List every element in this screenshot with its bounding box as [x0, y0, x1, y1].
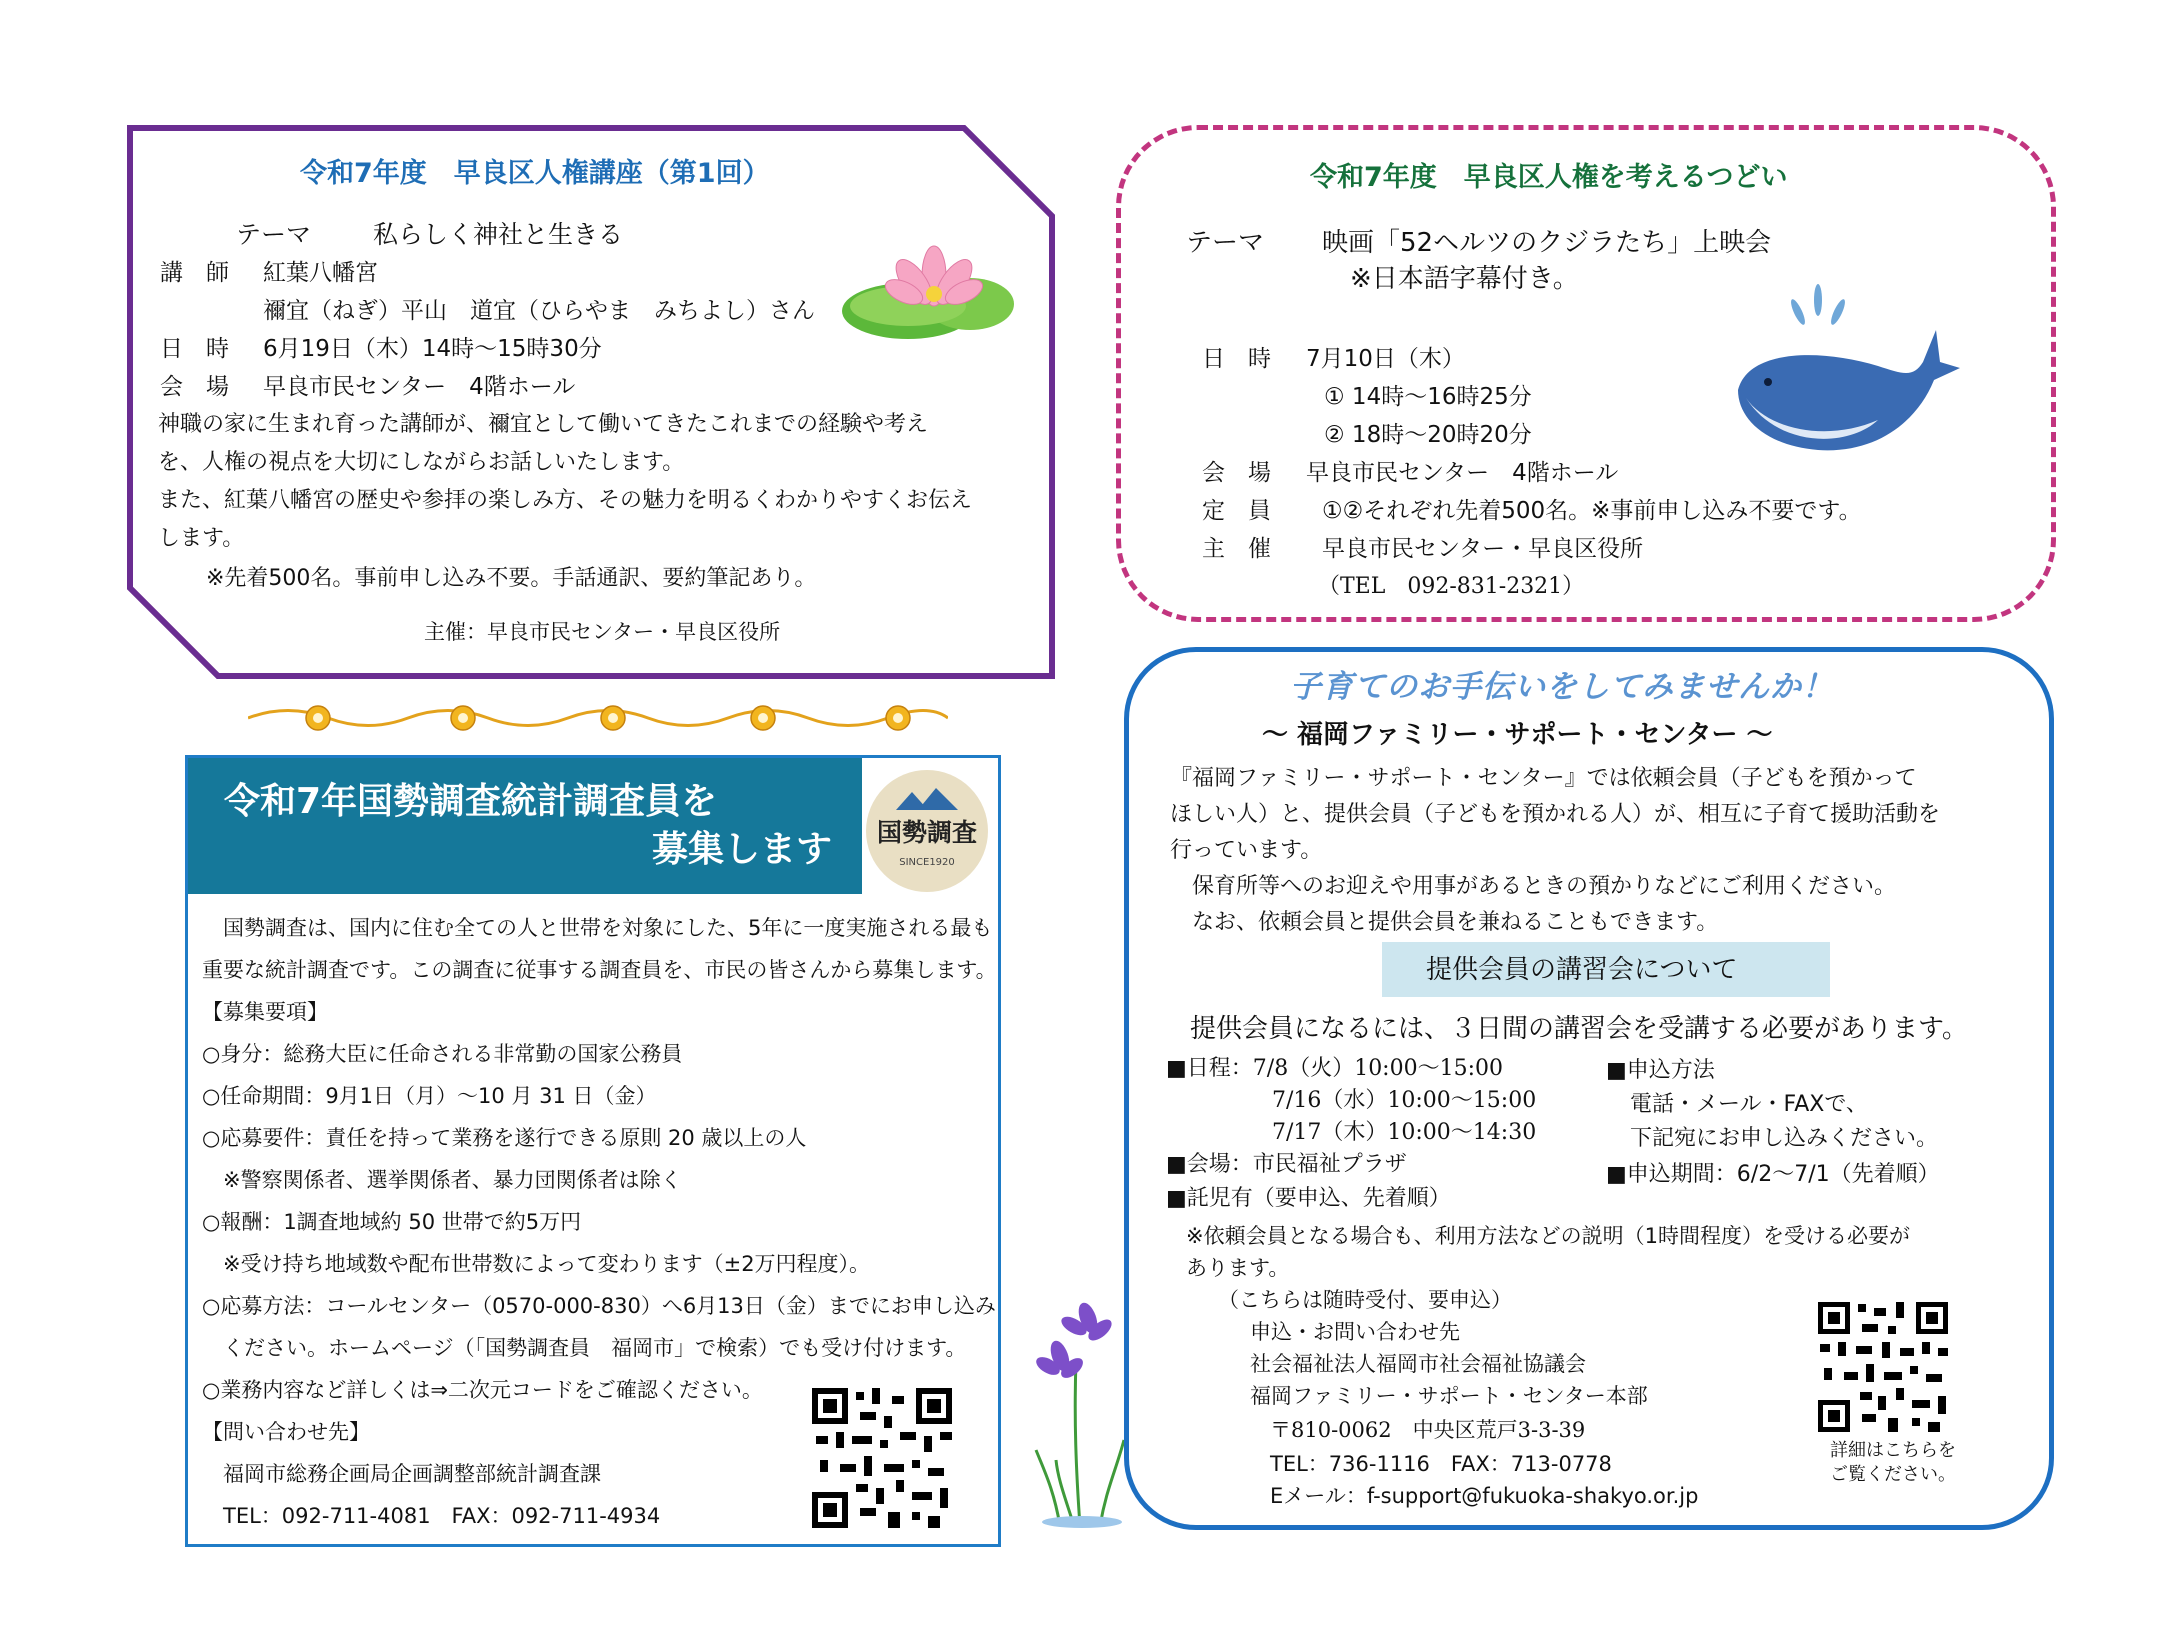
gathering-date-label: 日 時 — [1202, 346, 1271, 372]
gathering-theme: 映画「52ヘルツのクジラたち」上映会 — [1322, 228, 1772, 258]
support-intro-line: 保育所等へのお迎えや用事があるときの預かりなどにご利用ください。 — [1170, 874, 1897, 899]
gathering-organizer-label: 主 催 — [1202, 536, 1271, 562]
lecture-desc-line: します。 — [158, 526, 245, 551]
lecture-lecturer-label: 講 師 — [160, 260, 229, 286]
apply-method1: 電話・メール・FAXで、 — [1630, 1092, 1868, 1117]
census-body-line: ○応募要件：責任を持って業務を遂行できる原則 20 歳以上の人 — [202, 1126, 807, 1150]
contact-address: 〒810-0062 中央区荒戸3-3-39 — [1270, 1418, 1586, 1442]
gathering-date: 7月10日（木） — [1306, 346, 1465, 372]
gathering-capacity: ①②それぞれ先着500名。※事前申し込み不要です。 — [1322, 498, 1862, 524]
apply-period: ■申込期間：6/2～7/1（先着順） — [1606, 1162, 1940, 1187]
course-childcare: ■託児有（要申込、先着順） — [1166, 1186, 1451, 1211]
course-schedule2: 7/16（水）10:00～15:00 — [1272, 1088, 1537, 1113]
support-intro-line: なお、依頼会員と提供会員を兼ねることもできます。 — [1170, 910, 1719, 935]
gathering-organizer: 早良市民センター・早良区役所 — [1322, 536, 1644, 562]
support-note2: あります。 — [1186, 1256, 1290, 1280]
census-logo-text: 国勢調査 — [876, 818, 977, 847]
apply-method-label: ■申込方法 — [1606, 1058, 1715, 1083]
course-title: 提供会員の講習会について — [1426, 955, 1738, 985]
contact-org1: 社会福祉法人福岡市社会福祉協議会 — [1250, 1352, 1586, 1376]
lecture-desc-line: また、紅葉八幡宮の歴史や参拝の楽しみ方、その魅力を明るくわかりやすくお伝え — [158, 488, 973, 513]
gathering-venue: 早良市民センター 4階ホール — [1306, 460, 1619, 486]
census-body-line: ください。ホームページ（「国勢調査員 福岡市」で検索）でも受け付けます。 — [202, 1336, 967, 1360]
lecture-lecturer-name: 禰宜（ねぎ）平山 道宜（ひらやま みちよし）さん — [263, 298, 815, 324]
census-title-line2: 募集します — [652, 829, 833, 870]
census-body-line: ※受け持ち地域数や配布世帯数によって変わります（±2万円程度）。 — [202, 1252, 871, 1276]
course-lead: 提供会員になるには、３日間の講習会を受講する必要があります。 — [1190, 1014, 1968, 1044]
census-logo-since: SINCE1920 — [899, 857, 955, 868]
lotus-icon — [838, 236, 1016, 346]
lecture-note: ※先着500名。事前申し込み不要。手話通訳、要約筆記あり。 — [206, 566, 817, 591]
gathering-theme-label: テーマ — [1186, 228, 1265, 258]
flower-chain-divider — [248, 703, 948, 733]
census-body-line: ○応募方法：コールセンター（0570-000-830）へ6月13日（金）までにお申し込み — [202, 1294, 996, 1318]
gathering-session1: ① 14時～16時25分 — [1324, 384, 1532, 410]
support-intro-line: ほしい人）と、提供会員（子どもを預かれる人）が、相互に子育て援助活動を — [1170, 802, 1941, 827]
census-body-line: ※警察関係者、選挙関係者、暴力団関係者は除く — [202, 1168, 682, 1192]
lecture-date: 6月19日（木）14時～15時30分 — [263, 336, 602, 362]
support-intro-line: 『福岡ファミリー・サポート・センター』では依頼会員（子どもを預かって — [1170, 766, 1917, 791]
course-schedule3: 7/17（木）10:00～14:30 — [1272, 1120, 1537, 1145]
support-subtitle: ～ 福岡ファミリー・サポート・センター ～ — [1262, 720, 1773, 750]
census-body-line: 福岡市総務企画局企画調整部統計調査課 — [202, 1462, 601, 1486]
lecture-venue-label: 会 場 — [160, 374, 229, 400]
gathering-title: 令和7年度 早良区人権を考えるつどい — [1310, 162, 1788, 193]
whale-icon — [1728, 270, 1968, 466]
census-body-line: 【問い合わせ先】 — [202, 1420, 370, 1444]
census-body-line: ○業務内容など詳しくは⇒二次元コードをご確認ください。 — [202, 1378, 763, 1402]
lecture-panel-frame — [126, 124, 1056, 680]
lecture-organizer: 主催：早良市民センター・早良区役所 — [424, 620, 781, 644]
census-body-line: ○任命期間：9月1日（月）～10 月 31 日（金） — [202, 1084, 657, 1108]
lecture-panel — [126, 124, 1056, 680]
lecture-desc-line: を、人権の視点を大切にしながらお話しいたします。 — [158, 450, 685, 475]
qr-caption-line2: ご覧ください。 — [1830, 1464, 1956, 1485]
gathering-tel: （TEL 092-831-2321） — [1318, 574, 1585, 599]
qr-caption-line1: 詳細はこちらを — [1830, 1440, 1956, 1461]
gathering-theme-note: ※日本語字幕付き。 — [1350, 264, 1579, 294]
course-schedule: ■日程：7/8（火）10:00～15:00 — [1166, 1056, 1503, 1081]
census-body-line: 重要な統計調査です。この調査に従事する調査員を、市民の皆さんから募集します。 — [202, 958, 997, 982]
lecture-desc-line: 神職の家に生まれ育った講師が、禰宜として働いてきたこれまでの経験や考え — [158, 412, 929, 437]
census-body-line: ○身分：総務大臣に任命される非常勤の国家公務員 — [202, 1042, 683, 1066]
census-body-line: ○報酬：1調査地域約 50 世帯で約5万円 — [202, 1210, 582, 1234]
lecture-theme: 私らしく神社と生きる — [373, 220, 624, 249]
support-note1: ※依頼会員となる場合も、利用方法などの説明（1時間程度）を受ける必要が — [1186, 1224, 1910, 1248]
contact-tel-fax: TEL：736-1116 FAX：713-0778 — [1270, 1452, 1612, 1476]
census-title-line1: 令和7年国勢調査統計調査員を — [224, 781, 718, 822]
gathering-venue-label: 会 場 — [1202, 460, 1271, 486]
lecture-lecturer-org: 紅葉八幡宮 — [263, 260, 378, 286]
lecture-venue: 早良市民センター 4階ホール — [263, 374, 576, 400]
iris-flower-icon — [1030, 1300, 1130, 1528]
support-note3: （こちらは随時受付、要申込） — [1218, 1288, 1512, 1312]
census-body-line: 【募集要項】 — [202, 1000, 328, 1024]
contact-org2: 福岡ファミリー・サポート・センター本部 — [1250, 1384, 1648, 1408]
lecture-theme-label: テーマ — [236, 220, 312, 249]
census-body-line: TEL：092-711-4081 FAX：092-711-4934 — [202, 1504, 661, 1528]
gathering-capacity-label: 定 員 — [1202, 498, 1271, 524]
support-title: 子育てのお手伝いをしてみませんか！ — [1290, 669, 1834, 705]
census-logo — [866, 770, 988, 892]
support-intro-line: 行っています。 — [1170, 838, 1323, 863]
qr-code-icon[interactable] — [1818, 1302, 1948, 1432]
contact-email[interactable]: Eメール：f-support@fukuoka-shakyo.or.jp — [1270, 1484, 1699, 1508]
mountain-icon — [896, 788, 958, 810]
qr-code-icon[interactable] — [812, 1388, 952, 1528]
contact-label: 申込・お問い合わせ先 — [1250, 1320, 1460, 1344]
census-title-band — [188, 758, 862, 894]
gathering-session2: ② 18時～20時20分 — [1324, 422, 1532, 448]
lecture-date-label: 日 時 — [160, 336, 229, 362]
apply-method2: 下記宛にお申し込みください。 — [1630, 1126, 1939, 1151]
course-venue: ■会場：市民福祉プラザ — [1166, 1152, 1407, 1177]
census-body-line: 国勢調査は、国内に住む全ての人と世帯を対象にした、5年に一度実施される最も — [202, 916, 993, 940]
lecture-title: 令和7年度 早良区人権講座（第1回） — [300, 158, 770, 189]
